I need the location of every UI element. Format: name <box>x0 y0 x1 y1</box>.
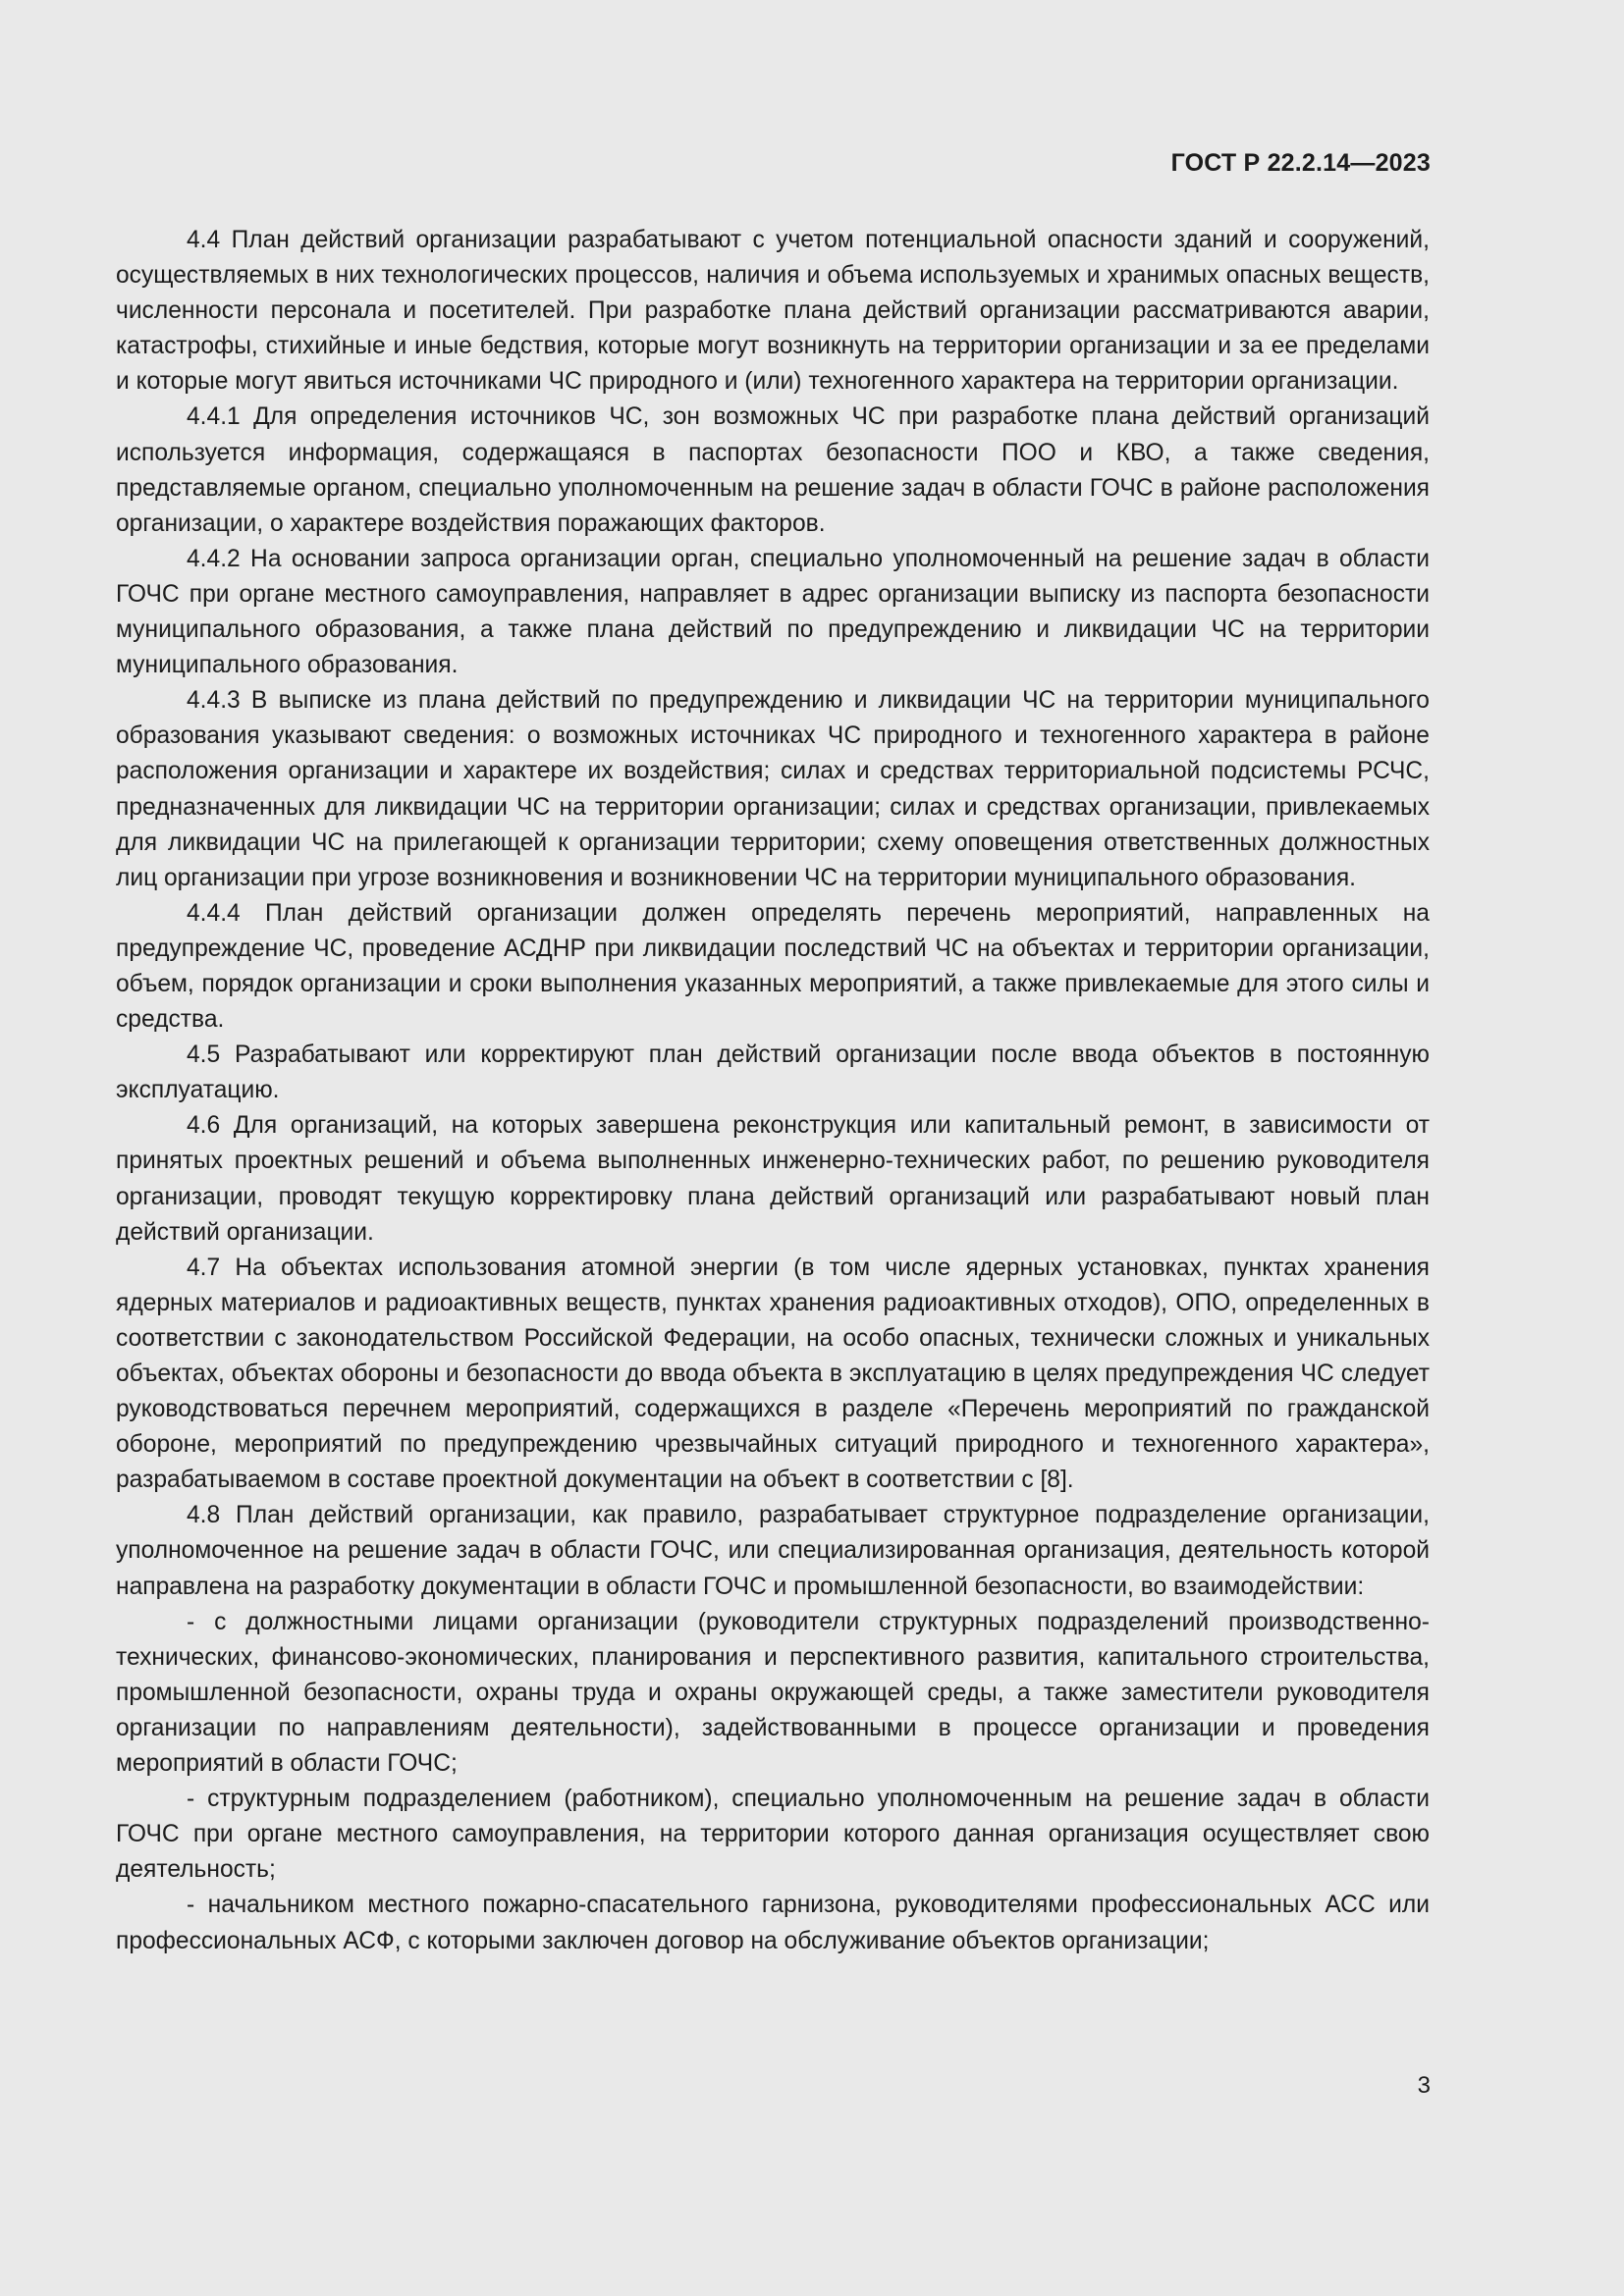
paragraph-4-4-2: 4.4.2 На основании запроса организации орган, специально уполномоченный на решение задач в области ГОЧС при органе местного самоуправления, направляет в адрес организации выписку из паспорта безопасности муниципального образования, а также плана действий по предупреждению и ликвидации ЧС на территории муниципального образования. <box>116 545 1430 679</box>
page-number: 3 <box>1417 2072 1431 2099</box>
paragraph-4-8: 4.8 План действий организации, как правило, разрабатывает структурное подразделение организации, уполномоченное на решение задач в области ГОЧС, или специализированная организация, деятельность которой направлена на разработку документации в области ГОЧС и промышленной безопасности, во взаимодействии: <box>116 1502 1430 1600</box>
standard-designation: ГОСТ Р 22.2.14—2023 <box>1170 149 1431 177</box>
paragraph-4-7: 4.7 На объектах использования атомной энергии (в том числе ядерных установках, пунктах хранения ядерных материалов и радиоактивных веществ, пунктах хранения радиоактивных отходов), ОПО, определенных в соответствии с законодательством Российской Федерации, на особо опасных, технически сложных и уникальных объектах, объектах обороны и безопасности до ввода объекта в эксплуатацию в целях предупреждения ЧС следует руководствоваться перечнем мероприятий, содержащихся в разделе «Перечень мероприятий по гражданской обороне, мероприятий по предупреждению чрезвычайных ситуаций природного и техногенного характера», разрабатываемом в составе проектной документации на объект в соответствии с [8]. <box>116 1254 1430 1494</box>
document-body <box>116 223 1430 1959</box>
paragraph-4-4-4: 4.4.4 План действий организации должен определять перечень мероприятий, направленных на предупреждение ЧС, проведение АСДНР при ликвидации последствий ЧС на объектах и территории организации, объем, порядок организации и сроки выполнения указанных мероприятий, а также привлекаемые для этого силы и средства. <box>116 899 1430 1034</box>
paragraph-4-4-1: 4.4.1 Для определения источников ЧС, зон возможных ЧС при разработке плана действий организаций используется информация, содержащаяся в паспортах безопасности ПОО и КВО, а также сведения, представляемые органом, специально уполномоченным на решение задач в области ГОЧС в районе расположения организации, о характере воздействия поражающих факторов. <box>116 403 1430 537</box>
paragraph-4-4: 4.4 План действий организации разрабатывают с учетом потенциальной опасности зданий и сооружений, осуществляемых в них технологических процессов, наличия и объема используемых и хранимых опасных веществ, численности персонала и посетителей. При разработке плана действий организации рассматриваются аварии, катастрофы, стихийные и иные бедствия, которые могут возникнуть на территории организации и за ее пределами и которые могут явиться источниками ЧС природного и (или) техногенного характера на территории организации. <box>116 227 1430 396</box>
list-item: - структурным подразделением (работником), специально уполномоченным на решение задач в области ГОЧС при органе местного самоуправления, на территории которого данная организация осуществляет свою деятельность; <box>116 1786 1430 1884</box>
paragraph-4-6: 4.6 Для организаций, на которых завершена реконструкция или капитальный ремонт, в зависимости от принятых проектных решений и объема выполненных инженерно-технических работ, по решению руководителя организации, проводят текущую корректировку плана действий организаций или разрабатывают новый план действий организации. <box>116 1112 1430 1246</box>
paragraph-4-5: 4.5 Разрабатывают или корректируют план действий организации после ввода объектов в постоянную эксплуатацию. <box>116 1041 1430 1104</box>
paragraph-4-4-3: 4.4.3 В выписке из плана действий по предупреждению и ликвидации ЧС на территории муниципального образования указывают сведения: о возможных источниках ЧС природного и техногенного характера в районе расположения организации и характере их воздействия; силах и средствах территориальной подсистемы РСЧС, предназначенных для ликвидации ЧС на территории организации; силах и средствах организации, привлекаемых для ликвидации ЧС на прилегающей к организации территории; схему оповещения ответственных должностных лиц организации при угрозе возникновения и возникновении ЧС на территории муниципального образования. <box>116 687 1430 891</box>
list-item: - начальником местного пожарно-спасательного гарнизона, руководителями профессиональных АСС или профессиональных АСФ, с которыми заключен договор на обслуживание объектов организации; <box>116 1892 1430 1954</box>
list-item: - с должностными лицами организации (руководители структурных подразделений производственно-технических, финансово-экономических, планирования и перспективного развития, капитального строительства, промышленной безопасности, охраны труда и охраны окружающей среды, а также заместители руководителя организации по направлениям деятельности), задействованными в процессе организации и проведения мероприятий в области ГОЧС; <box>116 1608 1430 1778</box>
